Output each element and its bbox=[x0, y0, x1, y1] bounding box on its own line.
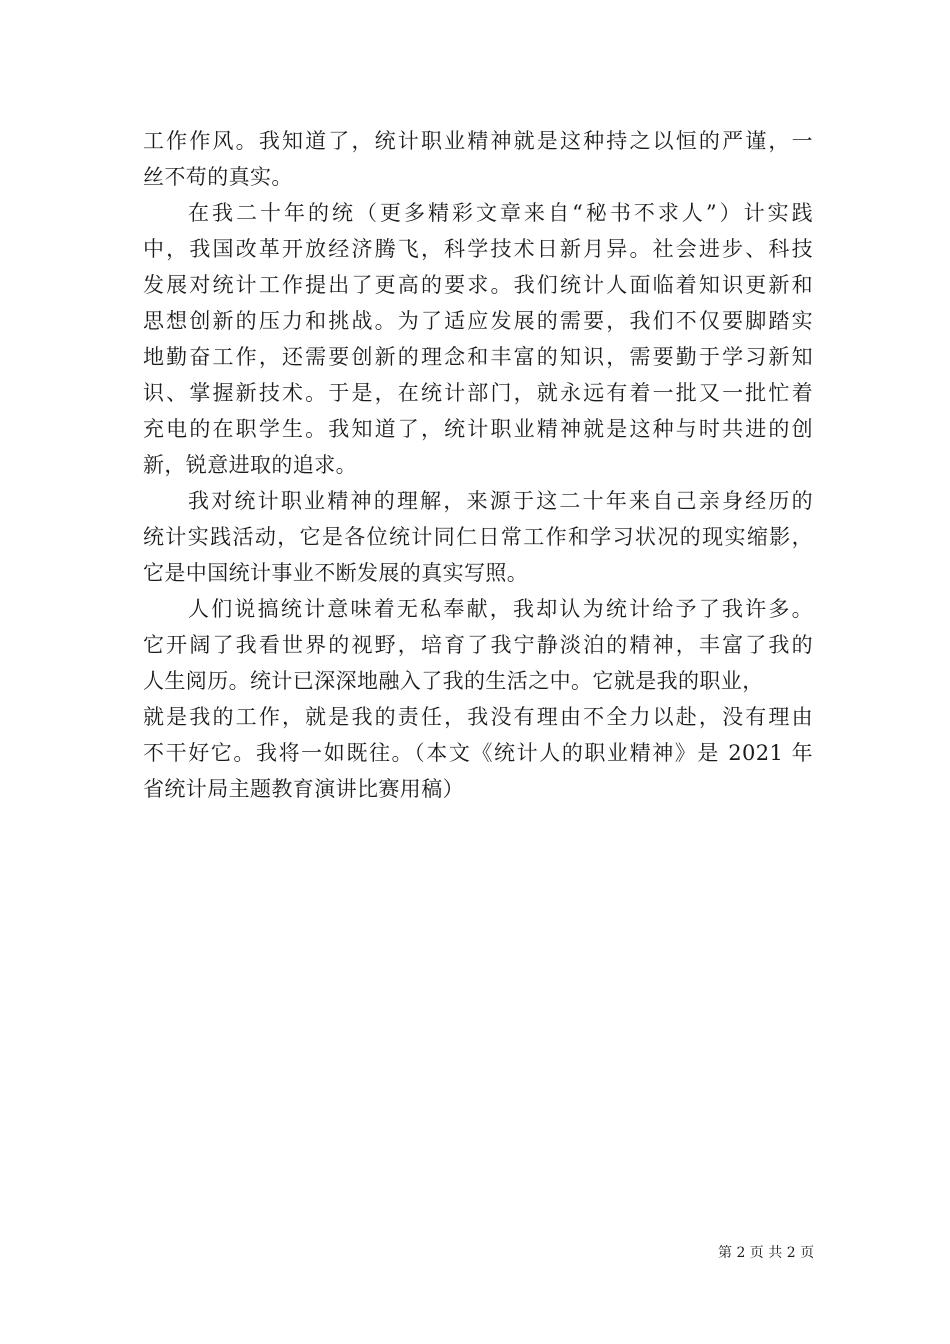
body-text-line: 就是我的工作，就是我的责任，我没有理由不全力以赴，没有理由 bbox=[143, 705, 813, 729]
body-text-line: 新，锐意进取的追求。 bbox=[143, 453, 357, 477]
body-text-line: 不干好它。我将一如既往。（本文《统计人的职业精神》是 2021 年 bbox=[143, 741, 813, 765]
body-text-line: 中，我国改革开放经济腾飞，科学技术日新月异。社会进步、科技 bbox=[143, 237, 813, 261]
body-text-line: 思想创新的压力和挑战。为了适应发展的需要，我们不仅要脚踏实 bbox=[143, 309, 813, 333]
body-text-line: 发展对统计工作提出了更高的要求。我们统计人面临着知识更新和 bbox=[143, 273, 813, 297]
page-number-footer: 第 2 页 共 2 页 bbox=[718, 1245, 815, 1261]
body-text-line: 我对统计职业精神的理解，来源于这二十年来自己亲身经历的 bbox=[188, 489, 813, 513]
body-text-line: 工作作风。我知道了，统计职业精神就是这种持之以恒的严谨，一 bbox=[143, 129, 813, 153]
body-text-line: 人生阅历。统计已深深地融入了我的生活之中。它就是我的职业， bbox=[143, 669, 764, 693]
body-text-line: 它是中国统计事业不断发展的真实写照。 bbox=[143, 561, 529, 585]
body-text-line: 统计实践活动，它是各位统计同仁日常工作和学习状况的现实缩影， bbox=[143, 525, 813, 549]
body-text-line: 省统计局主题教育演讲比赛用稿） bbox=[143, 777, 464, 801]
body-text-line: 在我二十年的统（更多精彩文章来自“秘书不求人”）计实践 bbox=[188, 201, 813, 225]
body-text-line: 识、掌握新技术。于是，在统计部门，就永远有着一批又一批忙着 bbox=[143, 381, 813, 405]
body-text-line: 丝不苟的真实。 bbox=[143, 165, 293, 189]
body-text-line: 充电的在职学生。我知道了，统计职业精神就是这种与时共进的创 bbox=[143, 417, 813, 441]
body-text-line: 地勤奋工作，还需要创新的理念和丰富的知识，需要勤于学习新知 bbox=[143, 345, 813, 369]
body-text-line: 它开阔了我看世界的视野，培育了我宁静淡泊的精神，丰富了我的 bbox=[143, 633, 813, 657]
body-text-line: 人们说搞统计意味着无私奉献，我却认为统计给予了我许多。 bbox=[188, 597, 813, 621]
